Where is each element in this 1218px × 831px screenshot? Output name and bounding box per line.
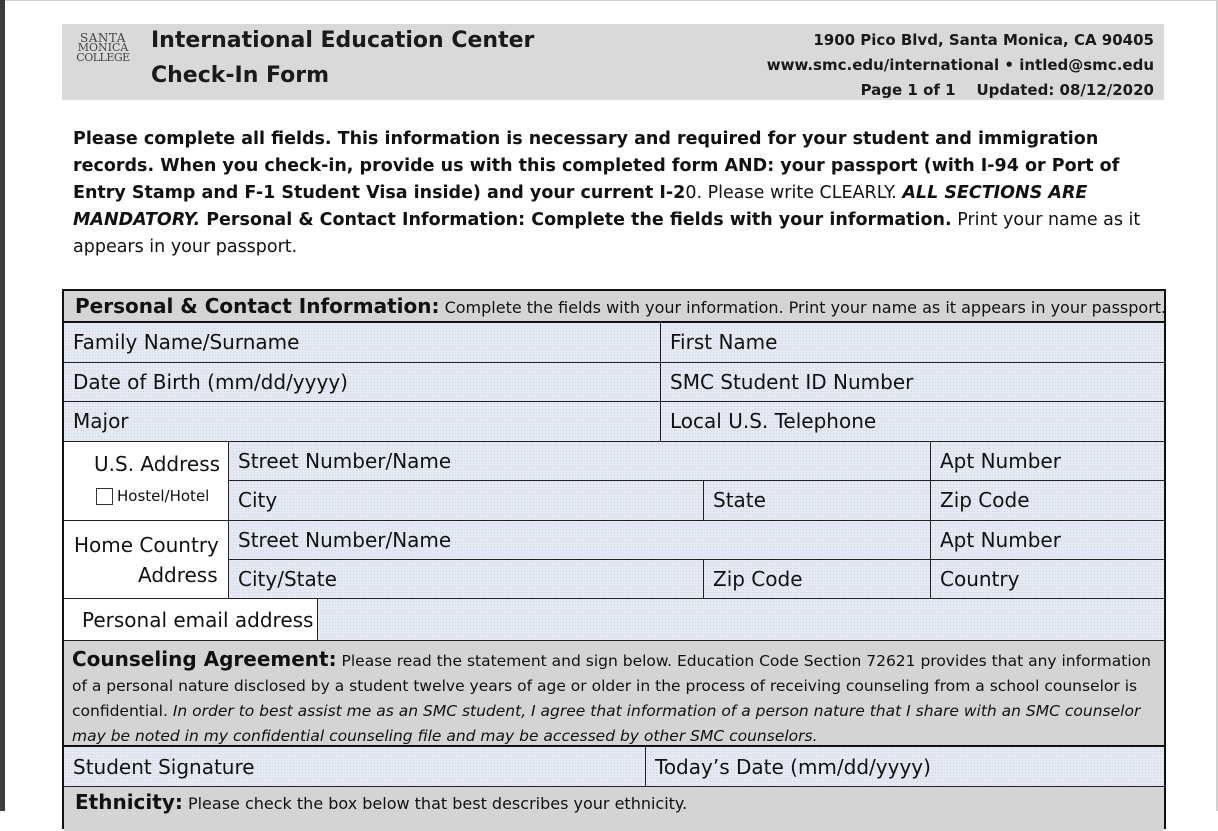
email-label: Personal email address <box>82 608 314 632</box>
home-address-label: Address <box>138 563 218 587</box>
checkin-form-table <box>62 289 1166 829</box>
family-name-field[interactable] <box>64 323 660 362</box>
intro-plain-2: Print your name as it appears in your passport. <box>73 210 1141 257</box>
counseling-title: Counseling Agreement: <box>72 647 337 671</box>
window-frame-top <box>5 0 1218 1</box>
signature-field[interactable] <box>64 747 645 786</box>
student-id-label: SMC Student ID Number <box>670 370 914 394</box>
home-country-field-label: Country <box>940 567 1020 591</box>
intro-plain-1: 0. Please write CLEARLY. <box>685 183 903 203</box>
counseling-agreement-italic: In order to best assist me as an SMC student, I agree that information of a person nature that I share with an SMC counselor may be noted in my confidential counseling file and may be accessed by other SMC counselors. <box>72 702 1141 745</box>
email-row <box>64 599 1164 641</box>
home-country-field[interactable] <box>930 560 1164 598</box>
header-subtitle: Check-In Form <box>151 63 330 88</box>
telephone-label: Local U.S. Telephone <box>670 409 877 433</box>
home-city-row <box>64 560 1164 599</box>
header-contact-block <box>767 28 1154 103</box>
dob-label: Date of Birth (mm/dd/yyyy) <box>73 370 348 394</box>
us-zip-field[interactable] <box>930 481 1164 520</box>
student-id-field[interactable] <box>660 363 1164 401</box>
us-state-field[interactable] <box>703 481 930 520</box>
intro-mandatory: ALL SECTIONS ARE MANDATORY. <box>73 183 1088 230</box>
intro-bold-1: Please complete all fields. This information is necessary and required for your student and immigration records. When you check-in, provide us with this completed form AND: your passport (with I-94 or Port of Entry Stamp and F-1 Student Visa inside) and your current I-2 <box>73 129 1120 203</box>
family-name-label: Family Name/Surname <box>73 330 300 354</box>
us-city-field[interactable] <box>228 481 703 520</box>
hostel-label: Hostel/Hotel <box>117 487 210 505</box>
counseling-text <box>64 641 1164 745</box>
us-street-label: Street Number/Name <box>238 449 452 473</box>
us-street-field[interactable] <box>228 442 930 480</box>
telephone-field[interactable] <box>660 402 1164 441</box>
dob-row <box>64 363 1164 402</box>
home-city-label: City/State <box>238 567 337 591</box>
header-page-info: Page 1 of 1 Updated: 08/12/2020 <box>860 81 1154 99</box>
email-label-cell <box>64 599 317 640</box>
first-name-field[interactable] <box>660 323 1164 362</box>
ethnicity-title: Ethnicity: <box>75 790 183 814</box>
counseling-section <box>64 641 1164 747</box>
date-field[interactable] <box>645 747 1164 786</box>
window-frame-left <box>0 0 5 811</box>
header-address: 1900 Pico Blvd, Santa Monica, CA 90405 <box>813 31 1154 49</box>
major-field[interactable] <box>64 402 660 441</box>
ethnicity-instructions: Please check the box below that best describes your ethnicity. <box>182 794 688 813</box>
counseling-statement: Please read the statement and sign below. Education Code Section 72621 provides that any information of a personal nature disclosed by a student twelve years of age or older in the process of receiving counseling from a school counselor is confidential. <box>72 652 1151 720</box>
us-city-label: City <box>238 488 278 512</box>
email-field[interactable] <box>317 599 1164 640</box>
home-apt-field[interactable] <box>930 521 1164 559</box>
major-row <box>64 402 1164 442</box>
us-zip-label: Zip Code <box>940 488 1030 512</box>
signature-label: Student Signature <box>73 755 255 779</box>
major-label: Major <box>73 409 129 433</box>
signature-row <box>64 747 1164 787</box>
home-street-row <box>228 521 1164 560</box>
smc-logo: SANTA MONICA COLLEGE <box>76 31 130 64</box>
home-country-label: Home Country <box>74 533 219 557</box>
personal-section-title: Personal & Contact Information: <box>75 294 440 318</box>
date-label: Today’s Date (mm/dd/yyyy) <box>655 755 931 779</box>
home-street-label: Street Number/Name <box>238 528 452 552</box>
us-address-label: U.S. Address <box>94 452 221 476</box>
us-apt-label: Apt Number <box>940 449 1061 473</box>
home-city-field[interactable] <box>228 560 703 598</box>
us-apt-field[interactable] <box>930 442 1164 480</box>
us-city-row <box>64 481 1164 521</box>
first-name-label: First Name <box>670 330 778 354</box>
header-title: International Education Center <box>151 28 535 53</box>
us-state-label: State <box>713 488 766 512</box>
home-zip-label: Zip Code <box>713 567 803 591</box>
dob-field[interactable] <box>64 363 660 401</box>
home-street-field[interactable] <box>228 521 930 559</box>
personal-section-header <box>64 291 1167 323</box>
form-header <box>62 24 1164 100</box>
personal-section-instructions: Complete the fields with your information. Print your name as it appears in your passport. <box>439 298 1167 317</box>
intro-bold-2: Personal & Contact Information: Complete the fields with your information. <box>200 210 952 230</box>
home-zip-field[interactable] <box>703 560 930 598</box>
home-apt-label: Apt Number <box>940 528 1061 552</box>
intro-paragraph <box>73 126 1163 261</box>
name-row <box>64 323 1164 363</box>
header-contact: www.smc.edu/international • intled@smc.edu <box>766 56 1154 74</box>
us-street-row <box>228 442 1164 481</box>
ethnicity-section-header <box>64 787 1164 831</box>
